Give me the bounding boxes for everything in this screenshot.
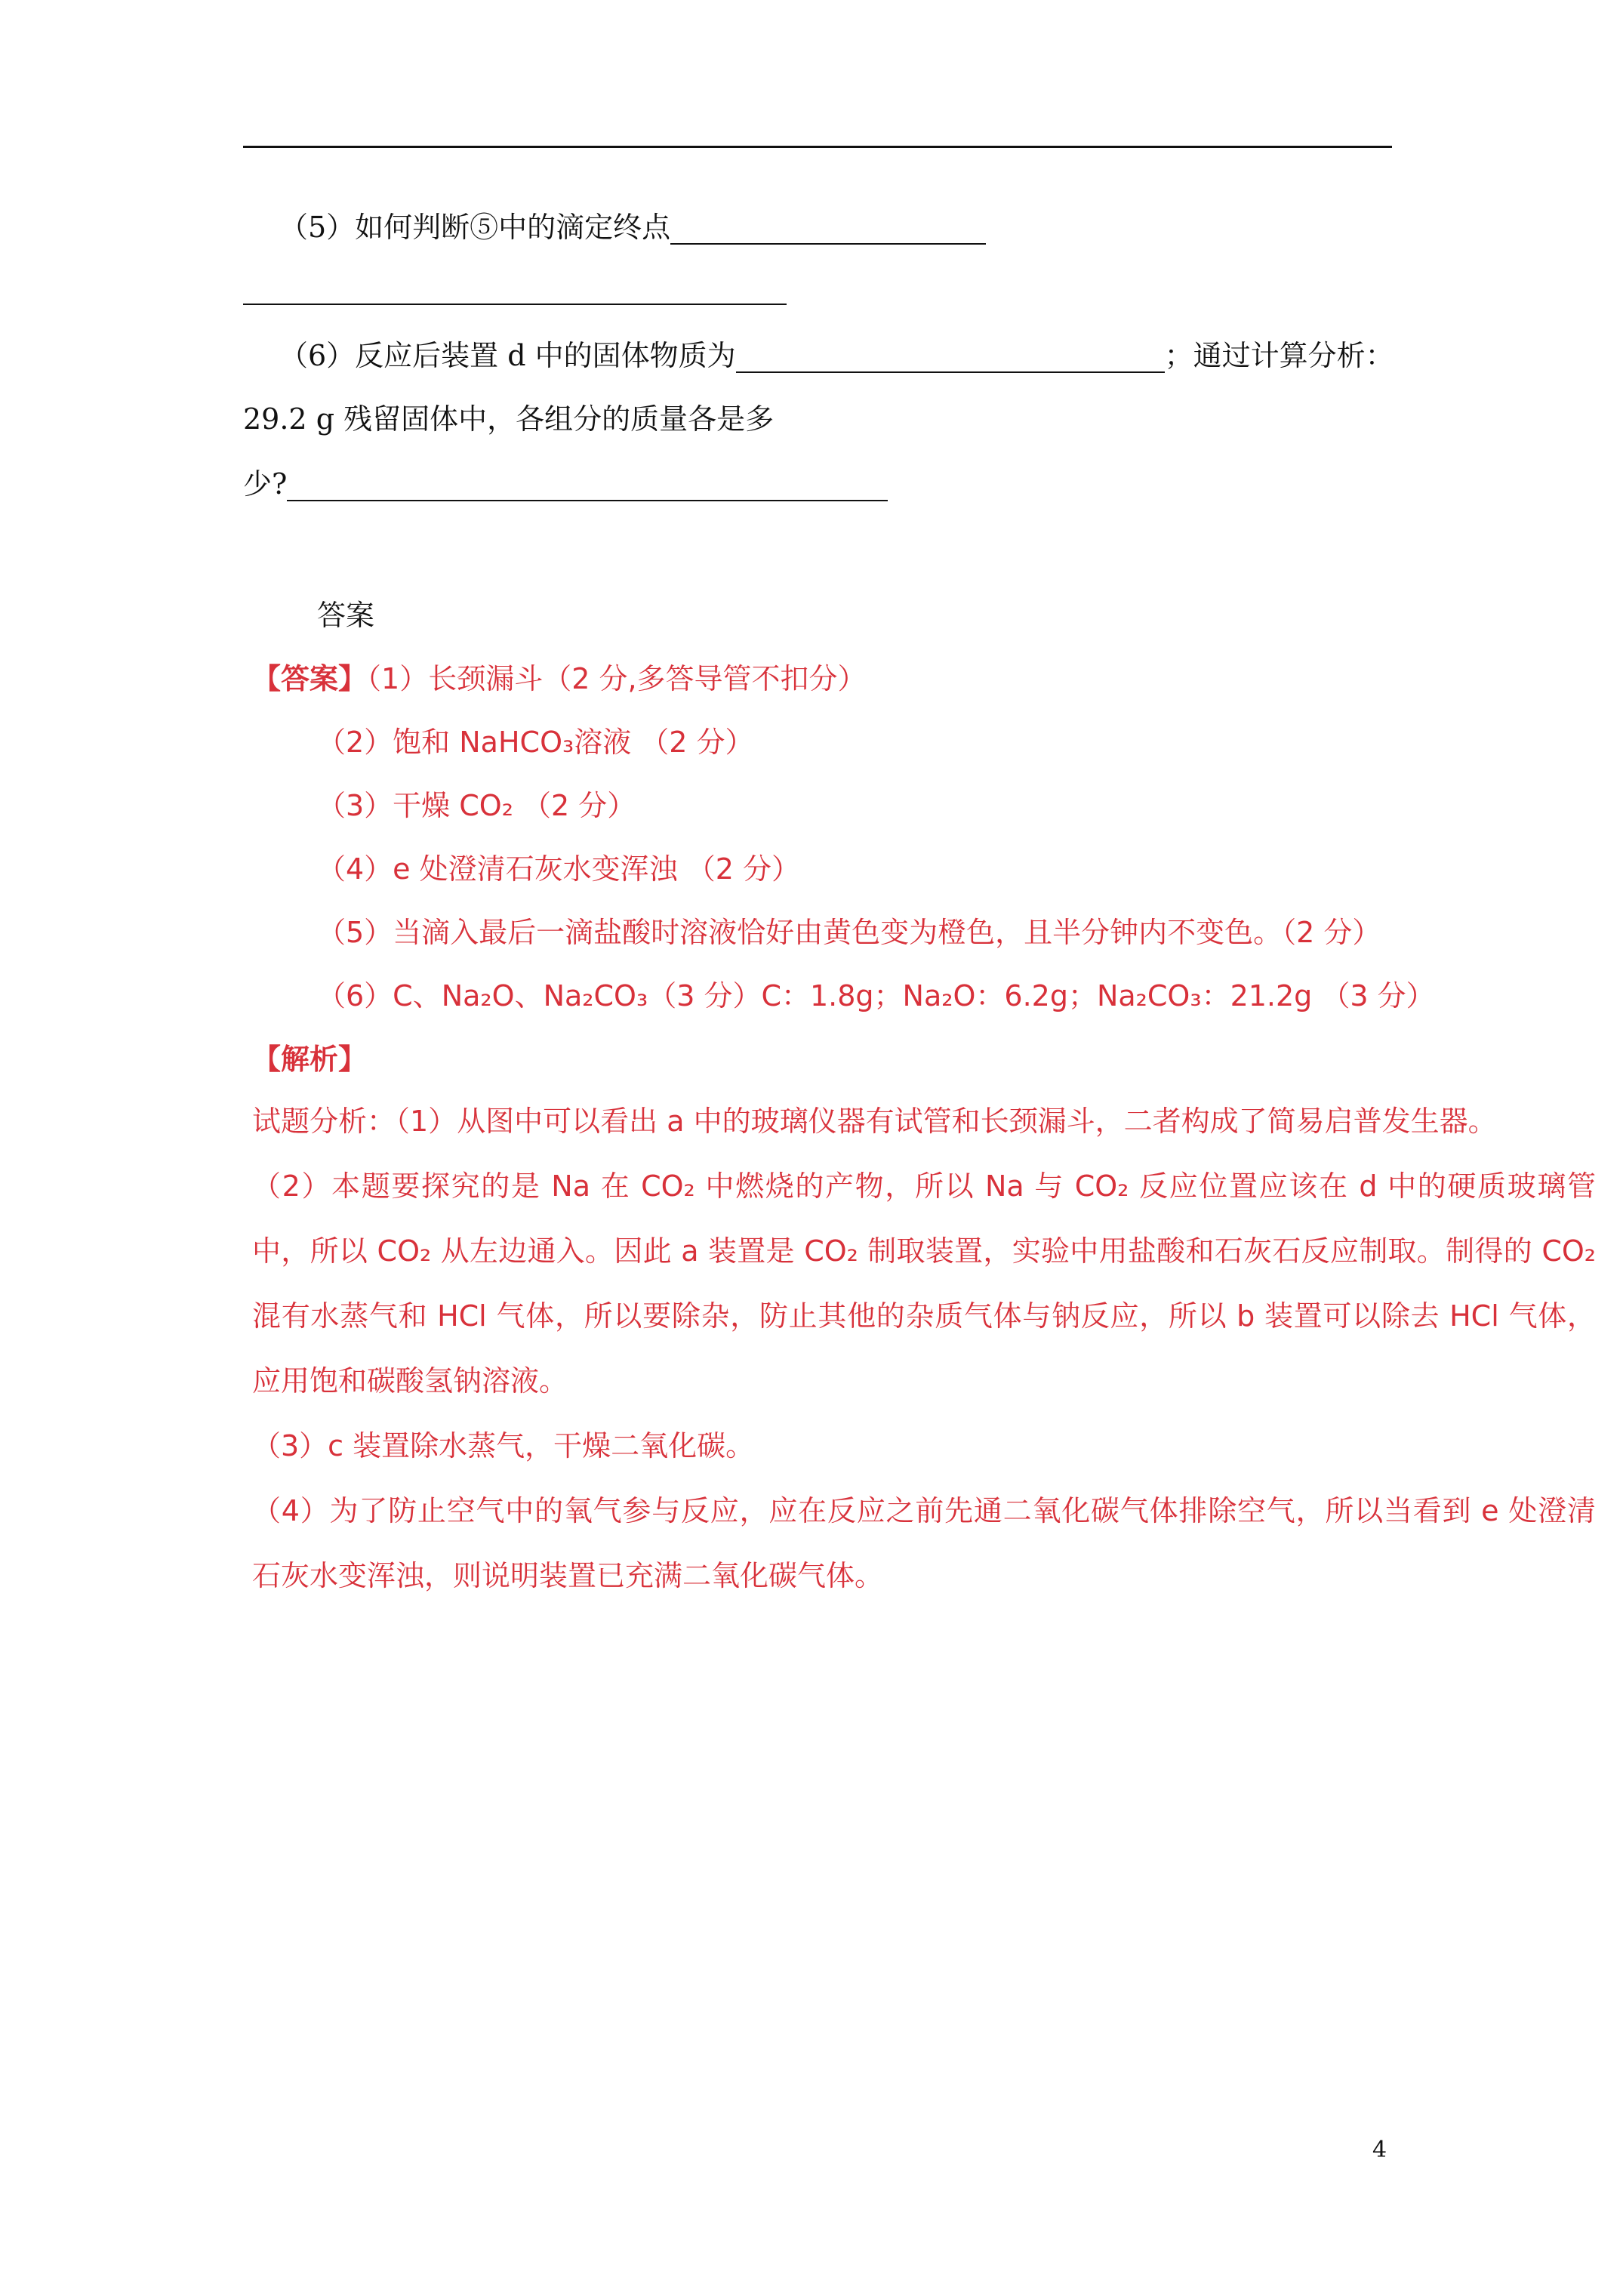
analysis-paragraph-1: 试题分析：（1）从图中可以看出 a 中的玻璃仪器有试管和长颈漏斗，二者构成了简易启普发生器。	[252, 1105, 1497, 1138]
question-6-line3	[243, 467, 888, 501]
analysis-body	[252, 1089, 1596, 1608]
page-number: 4	[1372, 2137, 1387, 2163]
answer-item-5: （5）当滴入最后一滴盐酸时溶液恰好由黄色变为橙色，且半分钟内不变色。（2 分）	[317, 916, 1381, 949]
analysis-label-line	[252, 1042, 367, 1077]
question-6	[279, 338, 1394, 373]
answer-item-3: （3）干燥 CO₂ （2 分）	[317, 789, 636, 822]
analysis-paragraph-4: （4）为了防止空气中的氧气参与反应，应在反应之前先通二氧化碳气体排除空气，所以当看到 e 处澄清石灰水变浑浊，则说明装置已充满二氧化碳气体。	[252, 1494, 1596, 1592]
analysis-label: 【解析】	[252, 1043, 368, 1076]
answer-item-1	[252, 661, 867, 696]
question-5-blank[interactable]	[670, 213, 986, 245]
question-6-blank-solids[interactable]	[736, 341, 1165, 373]
question-6-after-blank: ；通过计算分析：	[1164, 339, 1394, 372]
answer-heading: 答案	[317, 599, 375, 632]
answer-item-4: （4）e 处澄清石灰水变浑浊 （2 分）	[317, 852, 800, 886]
question-5-text: （5）如何判断⑤中的滴定终点	[279, 211, 671, 244]
analysis-paragraph-3: （3）c 装置除水蒸气，干燥二氧化碳。	[252, 1429, 755, 1462]
answer-item-2: （2）饱和 NaHCO₃溶液 （2 分）	[317, 726, 754, 759]
question-6-line2	[243, 402, 774, 436]
analysis-paragraph-2: （2）本题要探究的是 Na 在 CO₂ 中燃烧的产物，所以 Na 与 CO₂ 反应位置应该在 d 中的硬质玻璃管中，所以 CO₂ 从左边通入。因此 a 装置是 CO₂ 制取装置，实验中用盐酸和石灰石反应制取。制得的 CO₂ 混有水蒸气和 HCl 气体，所以要除杂，防止其他的杂质气体与钠反应，所以 b 装置可以除去 HCl 气体，应用饱和碳酸氢钠溶液。	[252, 1170, 1596, 1398]
answer-item-1-text: （1）长颈漏斗（2 分,多答导管不扣分）	[367, 662, 867, 695]
question-5-blank-continuation[interactable]	[243, 304, 787, 305]
answer-label: 【答案】	[252, 662, 368, 695]
answer-item-6: （6）C、Na₂O、Na₂CO₃（3 分）C：1.8g；Na₂O：6.2g；Na₂CO₃：21.2g （3 分）	[317, 979, 1435, 1012]
question-6-text: （6）反应后装置 d 中的固体物质为	[279, 339, 736, 372]
question-5	[279, 210, 986, 245]
question-6-blank-masses[interactable]	[287, 470, 888, 501]
question-6-line3-text: 少?	[243, 467, 288, 501]
header-rule	[243, 146, 1392, 148]
question-6-line2-text: 29.2 g 残留固体中，各组分的质量各是多	[243, 402, 775, 436]
